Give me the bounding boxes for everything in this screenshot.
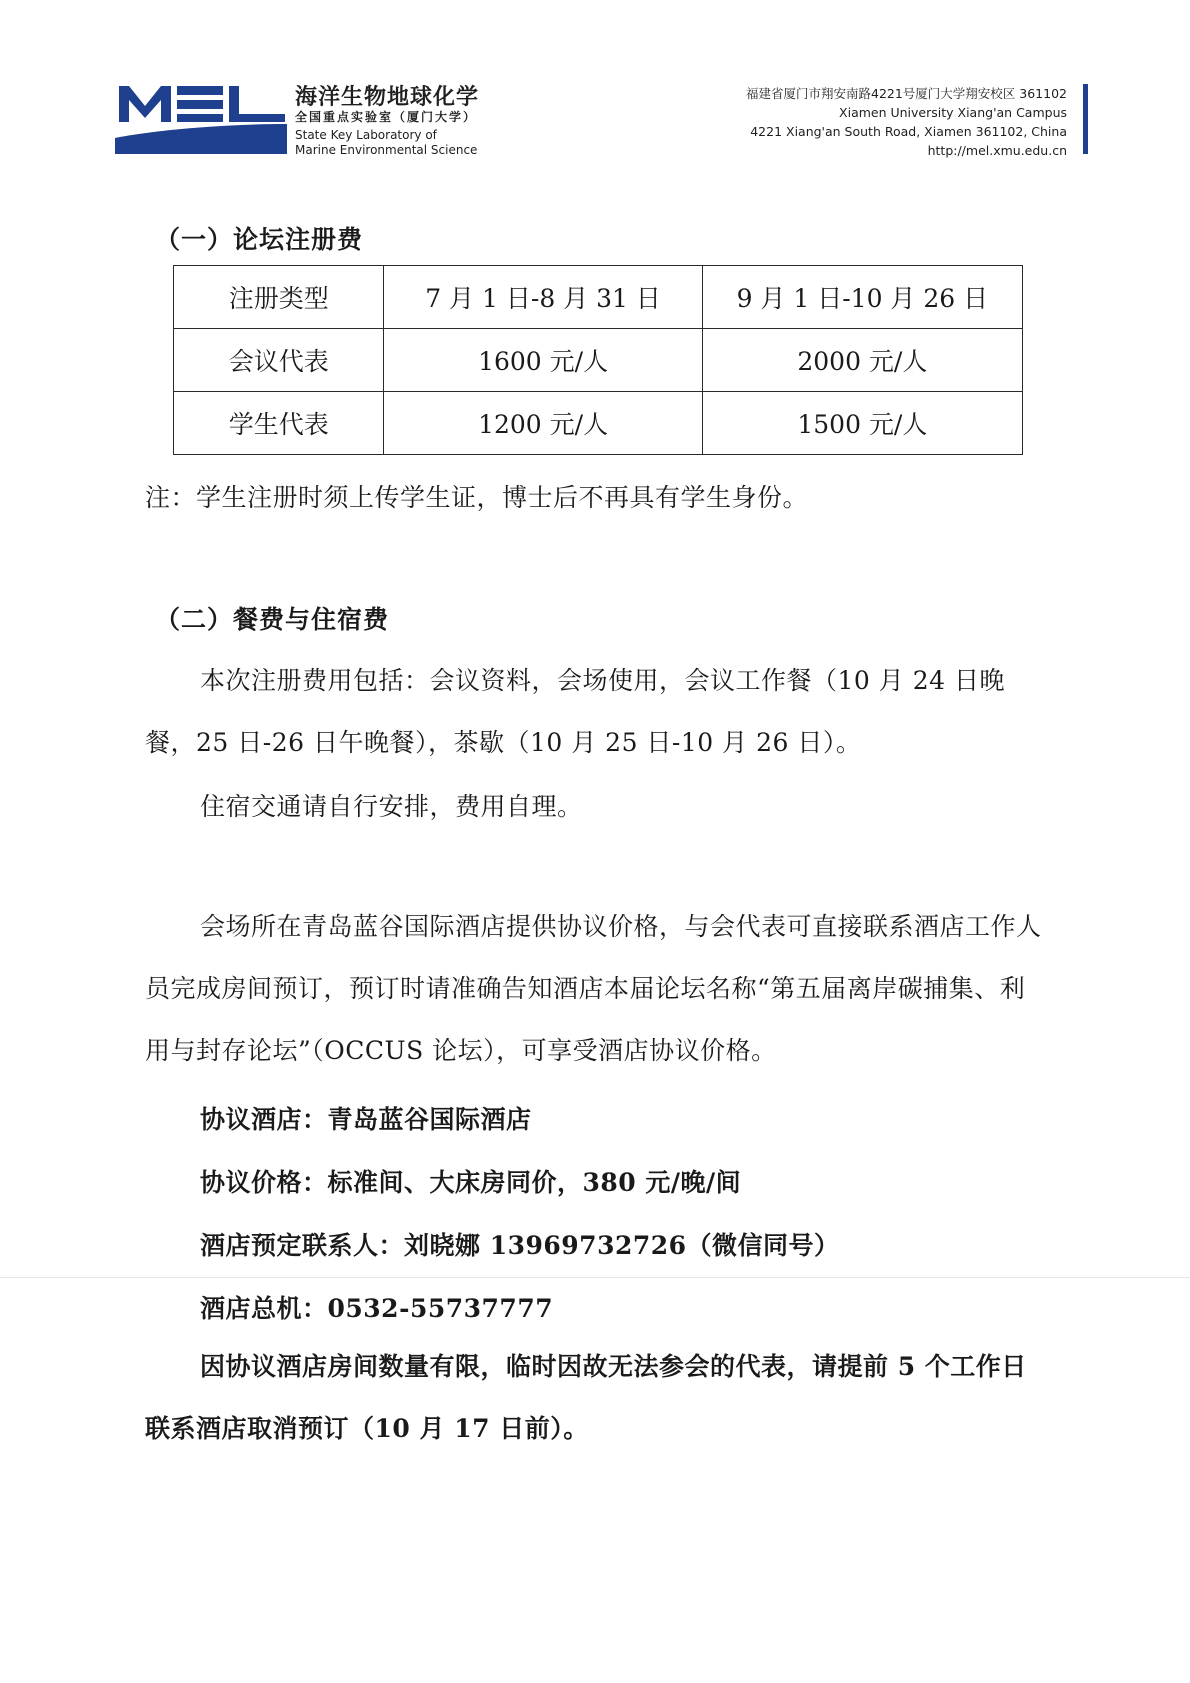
table-row: [174, 392, 1023, 455]
paragraph-accommodation: 住宿交通请自行安排，费用自理。: [200, 792, 583, 821]
address-line-street: 4221 Xiang'an South Road, Xiamen 361102, China: [750, 124, 1067, 139]
table-header-cell: 9 月 1 日-10 月 26 日: [702, 266, 1022, 329]
table-cell: 1600 元/人: [384, 329, 702, 392]
lab-name-en-line1: State Key Laboratory of: [295, 128, 437, 142]
paragraph-cancellation: [145, 1336, 1050, 1460]
table-cell: 1200 元/人: [384, 392, 702, 455]
agreement-hotel: 协议酒店：青岛蓝谷国际酒店: [200, 1105, 532, 1134]
paragraph-text: 因协议酒店房间数量有限，临时因故无法参会的代表，请提前 5 个工作日联系酒店取消预订（10 月 17 日前）。: [145, 1352, 1027, 1443]
table-cell: 学生代表: [174, 392, 384, 455]
address-line-website[interactable]: http://mel.xmu.edu.cn: [927, 143, 1067, 158]
table-header-cell: 7 月 1 日-8 月 31 日: [384, 266, 702, 329]
table-cell: 1500 元/人: [702, 392, 1022, 455]
table-cell: 2000 元/人: [702, 329, 1022, 392]
address-accent-bar: [1083, 84, 1088, 154]
table-row: [174, 329, 1023, 392]
address-line-cn: 福建省厦门市翔安南路4221号厦门大学翔安校区 361102: [745, 86, 1067, 101]
table-header-row: [174, 266, 1023, 329]
table-header-cell: 注册类型: [174, 266, 384, 329]
agreement-price: 协议价格：标准间、大床房同价，380 元/晚/间: [200, 1168, 742, 1197]
student-note: 注：学生注册时须上传学生证，博士后不再具有学生身份。: [145, 483, 809, 512]
address-block: [746, 84, 1067, 160]
section2-title: （二）餐费与住宿费: [155, 605, 390, 634]
mel-logo: [115, 80, 287, 154]
paragraph-registration-includes: [145, 650, 1050, 774]
paragraph-hotel-agreement: [145, 896, 1050, 1082]
hotel-switchboard: 酒店总机：0532-55737777: [200, 1294, 554, 1323]
address-line-campus: Xiamen University Xiang'an Campus: [839, 105, 1067, 120]
lab-name-en-line2: Marine Environmental Science: [295, 143, 478, 157]
hotel-contact: 酒店预定联系人：刘晓娜 13969732726（微信同号）: [200, 1231, 840, 1260]
section1-title: （一）论坛注册费: [155, 225, 364, 254]
registration-fee-table: [173, 265, 1023, 455]
paragraph-text: 会场所在青岛蓝谷国际酒店提供协议价格，与会代表可直接联系酒店工作人员完成房间预订，预订时请准确告知酒店本届论坛名称“第五届离岸碳捕集、利用与封存论坛”（OCCUS 论坛），可享受酒店协议价格。: [145, 912, 1042, 1065]
lab-sub-cn: 全国重点实验室（厦门大学）: [295, 110, 478, 124]
lab-name-cn: 海洋生物地球化学: [295, 85, 480, 110]
scan-artifact-line: [0, 1277, 1190, 1278]
paragraph-text: 本次注册费用包括：会议资料，会场使用，会议工作餐（10 月 24 日晚餐，25 日-26 日午晚餐），茶歇（10 月 25 日-10 月 26 日）。: [145, 666, 1005, 757]
table-cell: 会议代表: [174, 329, 384, 392]
